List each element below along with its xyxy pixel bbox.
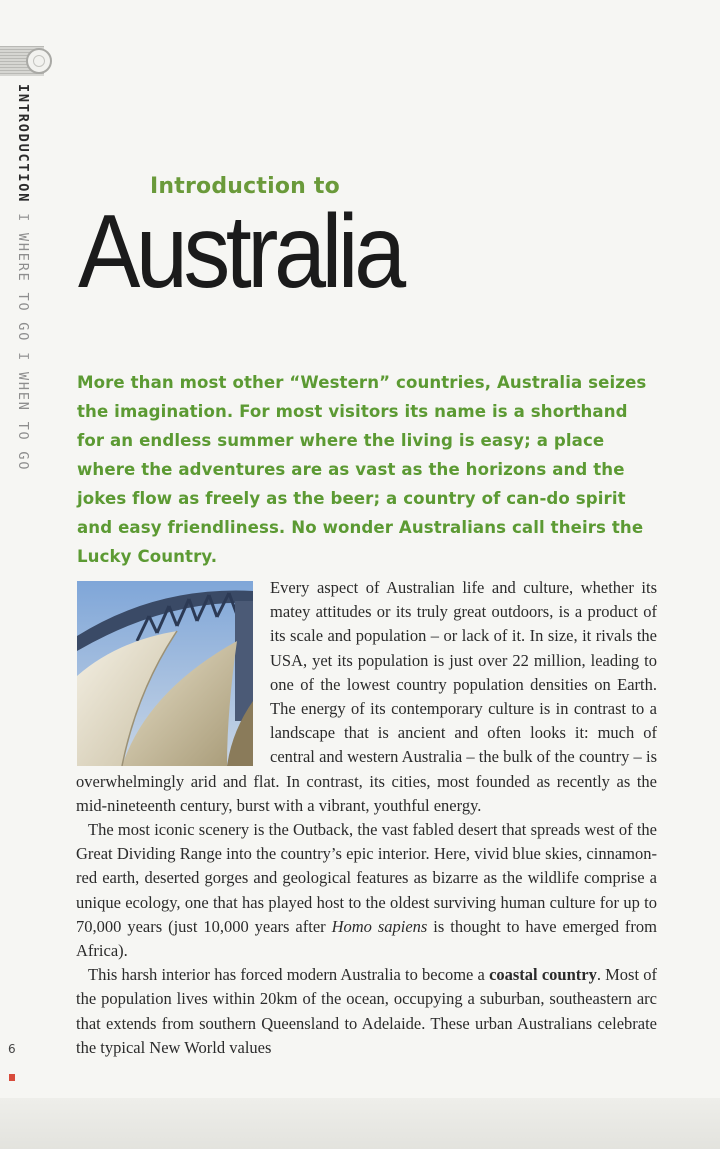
body-paragraph-1: Every aspect of Australian life and culture, whether its matey attitudes or its truly great outdoors, is a product of its scale and population – or lack of it. In size, it rivals the USA, yet its population is just over 22 million, leading to one of the lowest country population densities on Earth. The energy of its contemporary culture is in contrast to a landscape that is ancient and often looks it: much of central and western Australia – the bulk of the country – is overwhelmingly arid and flat. In contrast, its cities, most founded as recently as the mid-nineteenth century, burst with a vibrant, youthful energy. <box>76 578 657 815</box>
side-nav-separator: I <box>15 213 31 224</box>
side-nav-where-to-go: WHERE TO GO <box>15 232 31 343</box>
photo-spacer <box>76 576 270 768</box>
page-title: Australia <box>78 194 402 310</box>
bold-term: coastal country <box>489 965 597 985</box>
body-paragraph-3: This harsh interior has forced modern Australia to become a coastal country. Most of the population lives within 20km of the ocean, occupying a suburban, southeastern arc that extends from southern Queensland to Adelaide. These urban Australians celebrate the typical New World values <box>76 965 657 1057</box>
body-paragraph-2: The most iconic scenery is the Outback, the vast fabled desert that spreads west of the Great Dividing Range into the country’s epic interior. Here, vivid blue skies, cinnamon-red earth, deserted gorges and geological features as bizarre as the wildlife comprise a unique ecology, one that has played host to the oldest surviving human culture for up to 70,000 years (just 10,000 years after Homo sapiens is thought to have emerged from Africa). <box>76 820 657 961</box>
page-edge-shadow <box>0 1098 720 1149</box>
species-name: Homo sapiens <box>331 916 428 936</box>
page-marker-icon <box>9 1074 15 1081</box>
chapter-side-nav <box>5 84 31 484</box>
side-nav-when-to-go: WHEN TO GO <box>15 371 31 472</box>
side-nav-separator: I <box>15 352 31 363</box>
title-kicker: Introduction to <box>150 174 340 199</box>
side-nav-introduction: INTRODUCTION <box>15 84 31 204</box>
page-number: 6 <box>8 1042 16 1056</box>
chapter-tab-disc-icon <box>26 48 52 74</box>
body-text <box>76 576 657 1060</box>
lead-paragraph: More than most other “Western” countries, Australia seizes the imagination. For most visitors its name is a shorthand for an endless summer where the living is easy; a place where the adventures are as vast as the horizons and the jokes flow as freely as the beer; a country of can-do spirit and easy friendliness. No wonder Australians call theirs the Lucky Country. <box>77 373 647 566</box>
